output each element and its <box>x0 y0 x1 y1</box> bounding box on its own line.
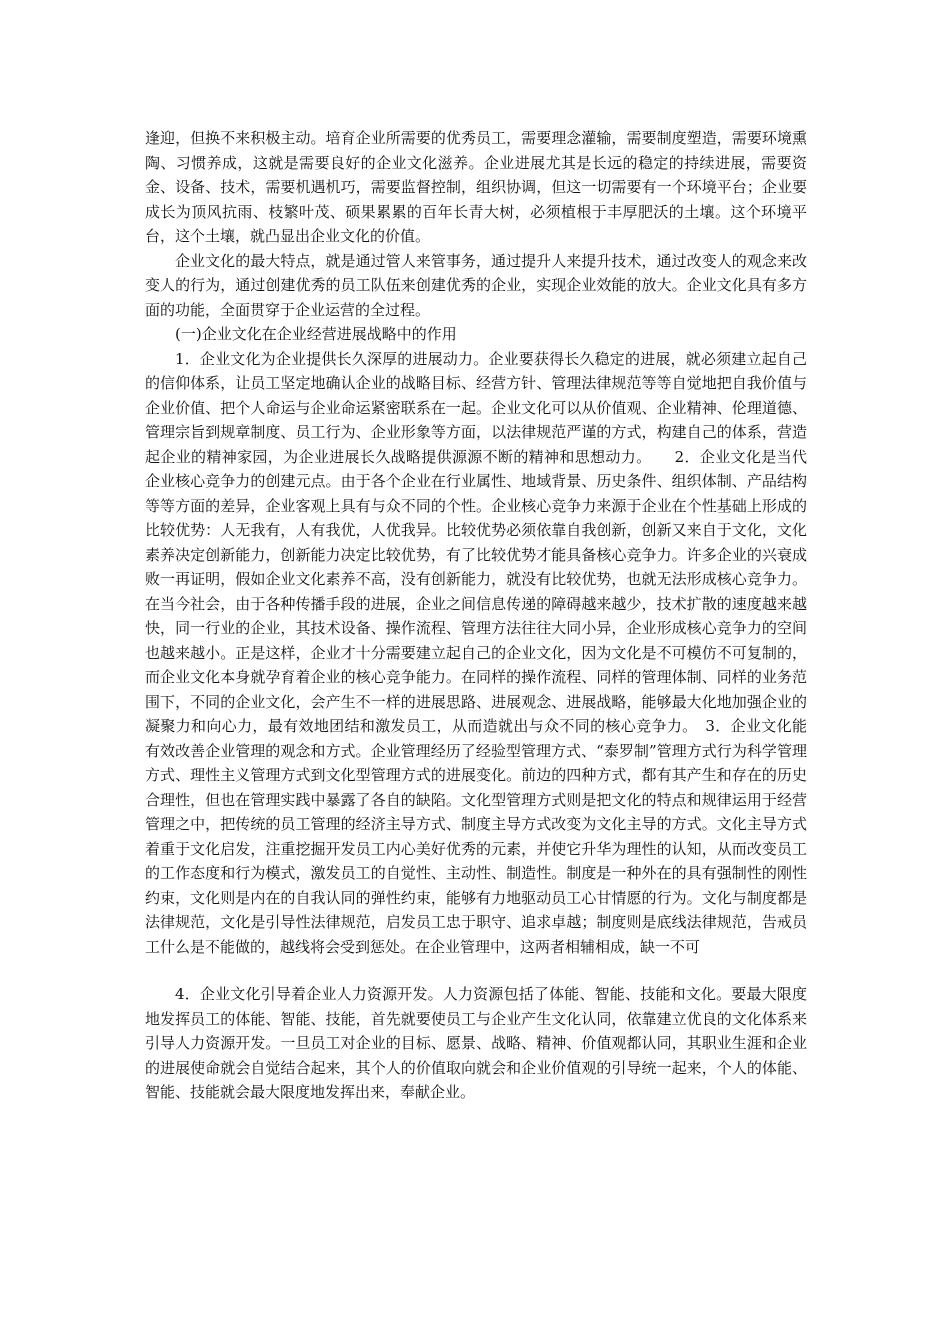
paragraph-points-1-3: 1．企业文化为企业提供长久深厚的进展动力。企业要获得长久稳定的进展，就必须建立起自己的信仰体系，让员工坚定地确认企业的战略目标、经营方针、管理法律规范等等自觉地把自我价值与企业价值、把个人命运与企业命运紧密联系在一起。企业文化可以从价值观、企业精神、伦理道德、管理宗旨到规章制度、员工行为、企业形象等方面，以法律规范严谨的方式，构建自己的体系，营造起企业的精神家园，为企业进展长久战略提供源源不断的精神和思想动力。 2．企业文化是当代企业核心竞争力的创建元点。由于各个企业在行业属性、地域背景、历史条件、组织体制、产品结构等等方面的差异，企业客观上具有与众不同的个性。企业核心竞争力来源于企业在个性基础上形成的比较优势：人无我有，人有我优，人优我异。比较优势必须依靠自我创新，创新又来自于文化，文化素养决定创新能力，创新能力决定比较优势，有了比较优势才能具备核心竞争力。许多企业的兴衰成败一再证明，假如企业文化素养不高，没有创新能力，就没有比较优势，也就无法形成核心竞争力。在当今社会，由于各种传播手段的进展，企业之间信息传递的障碍越来越少，技术扩散的速度越来越快，同一行业的企业，其技术设备、操作流程、管理方法往往大同小异，企业形成核心竞争力的空间也越来越小。正是这样，企业才十分需要建立起自己的企业文化，因为文化是不可模仿不可复制的，而企业文化本身就孕育着企业的核心竞争能力。在同样的操作流程、同样的管理体制、同样的业务范围下，不同的企业文化，会产生不一样的进展思路、进展观念、进展战略，能够最大化地加强企业的凝聚力和向心力，最有效地团结和激发员工，从而造就出与众不同的核心竞争力。 3．企业文化能有效改善企业管理的观念和方式。企业管理经历了经验型管理方式、“泰罗制”管理方式行为科学管理方式、理性主义管理方式到文化型管理方式的进展变化。前边的四种方式，都有其产生和存在的历史合理性，但也在管理实践中暴露了各自的缺陷。文化型管理方式则是把文化的特点和规律运用于经营管理之中，把传统的员工管理的经济主导方式、制度主导方式改变为文化主导的方式。文化主导方式着重于文化启发，注重挖掘开发员工内心美好优秀的元素，并使它升华为理性的认知，从而改变员工的工作态度和行为模式，激发员工的自觉性、主动性、制造性。制度是一种外在的具有强制性的刚性约束，文化则是内在的自我认同的弹性约束，能够有力地驱动员工心甘情愿的行为。文化与制度都是法律规范，文化是引导性法律规范，启发员工忠于职守、追求卓越；制度则是底线法律规范，告戒员工什么是不能做的，越线将会受到惩处。在企业管理中，这两者相辅相成，缺一不可 <box>145 349 807 956</box>
paragraph-point-4: 4．企业文化引导着企业人力资源开发。人力资源包括了体能、智能、技能和文化。要最大限度地发挥员工的体能、智能、技能，首先就要使员工与企业产生文化认同，依靠建立优良的文化体系来引导人力资源开发。一旦员工对企业的目标、愿景、战略、精神、价值观都认同，其职业生涯和企业的进展使命就会自觉结合起来，其个人的价值取向就会和企业价值观的引导统一起来，个人的体能、智能、技能就会最大限度地发挥出来，奉献企业。 <box>145 985 807 1101</box>
section-heading: (一)企业文化在企业经营进展战略中的作用 <box>175 325 457 343</box>
paragraph-intro-continuation: 逢迎，但换不来积极主动。培育企业所需要的优秀员工，需要理念灌输，需要制度塑造，需要环境熏陶、习惯养成，这就是需要良好的企业文化滋养。企业进展尤其是长远的稳定的持续进展，需要资金、设备、技术，需要机遇机巧，需要监督控制，组织协调，但这一切需要有一个环境平台；企业要成长为顶风抗雨、枝繁叶茂、硕果累累的百年长青大树，必须植根于丰厚肥沃的土壤。这个环境平台，这个土壤，就凸显出企业文化的价值。 <box>145 129 807 245</box>
paragraph-culture-features: 企业文化的最大特点，就是通过管人来管事务，通过提升人来提升技术，通过改变人的观念来改变人的行为，通过创建优秀的员工队伍来创建优秀的企业，实现企业效能的放大。企业文化具有多方面的功能，全面贯穿于企业运营的全过程。 <box>145 251 807 319</box>
document-page <box>145 126 807 1105</box>
